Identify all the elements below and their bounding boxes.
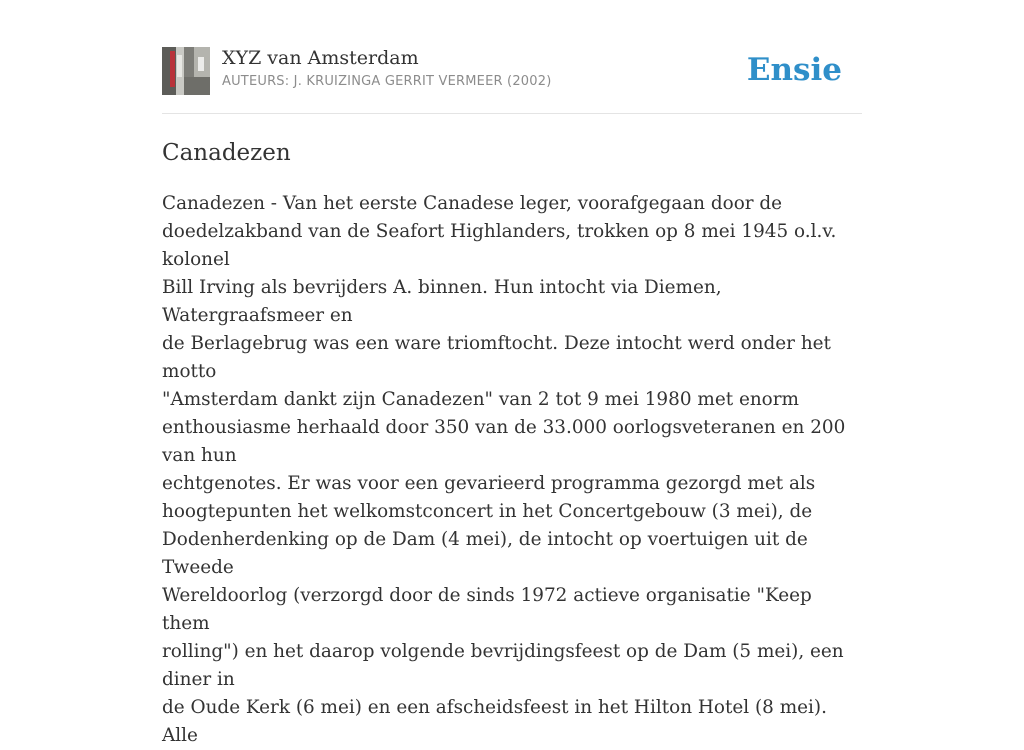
ensie-logo[interactable]: Ensie xyxy=(746,52,842,88)
body-line: doedelzakband van de Seafort Highlanders, trokken op 8 mei 1945 o.l.v. kolonel xyxy=(162,221,837,270)
header-divider xyxy=(162,113,862,114)
body-line: Dodenherdenking op de Dam (4 mei), de intocht op voertuigen uit de Tweede xyxy=(162,529,808,578)
body-line: Canadezen - Van het eerste Canadese leger, voorafgegaan door de xyxy=(162,193,783,214)
body-line: Bill Irving als bevrijders A. binnen. Hun intocht via Diemen, Watergraafsmeer en xyxy=(162,277,722,326)
source-title[interactable]: XYZ van Amsterdam xyxy=(222,47,419,69)
book-cover-image xyxy=(162,47,210,95)
body-line: echtgenotes. Er was voor een gevarieerd programma gezorgd met als xyxy=(162,473,816,494)
entry-title: Canadezen xyxy=(162,140,291,166)
source-authors: AUTEURS: J. KRUIZINGA GERRIT VERMEER (2002) xyxy=(222,74,552,89)
body-line: rolling") en het daarop volgende bevrijdingsfeest op de Dam (5 mei), een diner in xyxy=(162,641,844,690)
entry-header xyxy=(162,46,862,96)
source-avatar[interactable] xyxy=(162,47,210,95)
body-line: Wereldoorlog (verzorgd door de sinds 1972 actieve organisatie "Keep them xyxy=(162,585,812,634)
body-line: hoogtepunten het welkomstconcert in het Concertgebouw (3 mei), de xyxy=(162,501,813,522)
body-line: "Amsterdam dankt zijn Canadezen" van 2 tot 9 mei 1980 met enorm xyxy=(162,389,799,410)
body-line: enthousiasme herhaald door 350 van de 33.000 oorlogsveteranen en 200 van hun xyxy=(162,417,846,466)
body-line: de Oude Kerk (6 mei) en een afscheidsfeest in het Hilton Hotel (8 mei). Alle xyxy=(162,697,827,746)
body-line: de Berlagebrug was een ware triomftocht. Deze intocht werd onder het motto xyxy=(162,333,831,382)
entry-body xyxy=(162,190,862,750)
